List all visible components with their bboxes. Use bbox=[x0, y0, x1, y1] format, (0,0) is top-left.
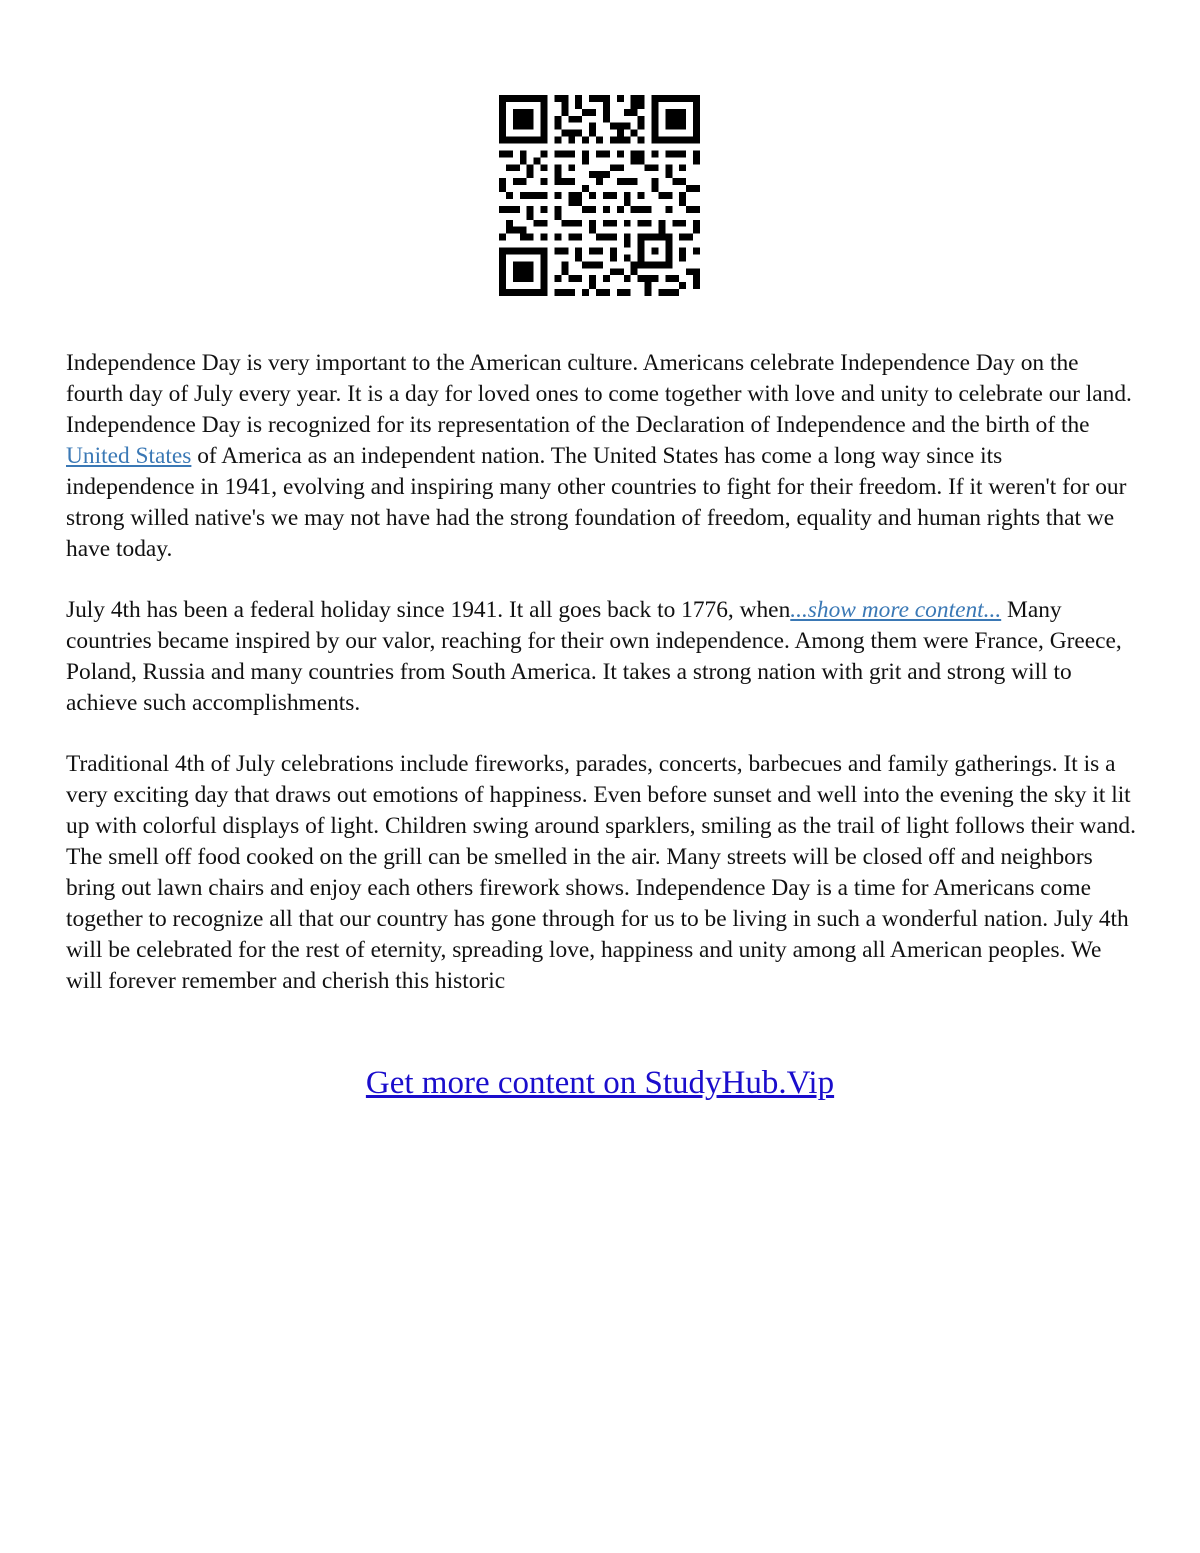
paragraph-3: Traditional 4th of July celebrations include fireworks, parades, concerts, barbecues and family gatherings. It is a very exciting day that draws out emotions of happiness. Even before sunset and well into the evening the sky it lit up with colorful displays of light. Children swing around sparklers, smiling as the trail of light follows their wand. The smell off food cooked on the grill can be smelled in the air. Many streets will be closed off and neighbors bring out lawn chairs and enjoy each others firework shows. Independence Day is a time for Americans come together to recognize all that our country has gone through for us to be living in such a wonderful nation. July 4th will be celebrated for the rest of eternity, spreading love, happiness and unity among all American peoples. We will forever remember and cherish this historic bbox=[66, 751, 1136, 994]
paragraph-2-text-before-link: July 4th has been a federal holiday since 1941. It all goes back to 1776, when bbox=[66, 597, 791, 623]
paragraph-1-text-after-link: of America as an independent nation. The United States has come a long way since its independence in 1941, evolving and inspiring many other countries to fight for their freedom. If it weren't for our strong willed native's we may not have had the strong foundation of freedom, equality and human rights that we have today. bbox=[66, 443, 1127, 562]
show-more-content-link[interactable]: ...show more content... bbox=[790, 597, 1002, 623]
get-more-content-link[interactable]: Get more content on StudyHub.Vip bbox=[365, 1065, 835, 1101]
paragraph-2 bbox=[66, 595, 1136, 719]
qr-code-icon bbox=[499, 95, 700, 296]
essay-body bbox=[66, 348, 1136, 1027]
paragraph-2-text-after-link: Many countries became inspired by our valor, reaching for their own independence. Among them were France, Greece, Poland, Russia and many countries from South America. It takes a strong nation with grit and strong will to achieve such accomplishments. bbox=[66, 597, 1122, 716]
paragraph-1-text-before-link: Independence Day is very important to the American culture. Americans celebrate Independence Day on the fourth day of July every year. It is a day for loved ones to come together with love and unity to celebrate our land. Independence Day is recognized for its representation of the Declaration of Independence and the birth of the bbox=[66, 350, 1132, 438]
united-states-link[interactable]: United States bbox=[66, 443, 192, 469]
cta-container bbox=[0, 1062, 1200, 1104]
paragraph-1 bbox=[66, 348, 1136, 565]
